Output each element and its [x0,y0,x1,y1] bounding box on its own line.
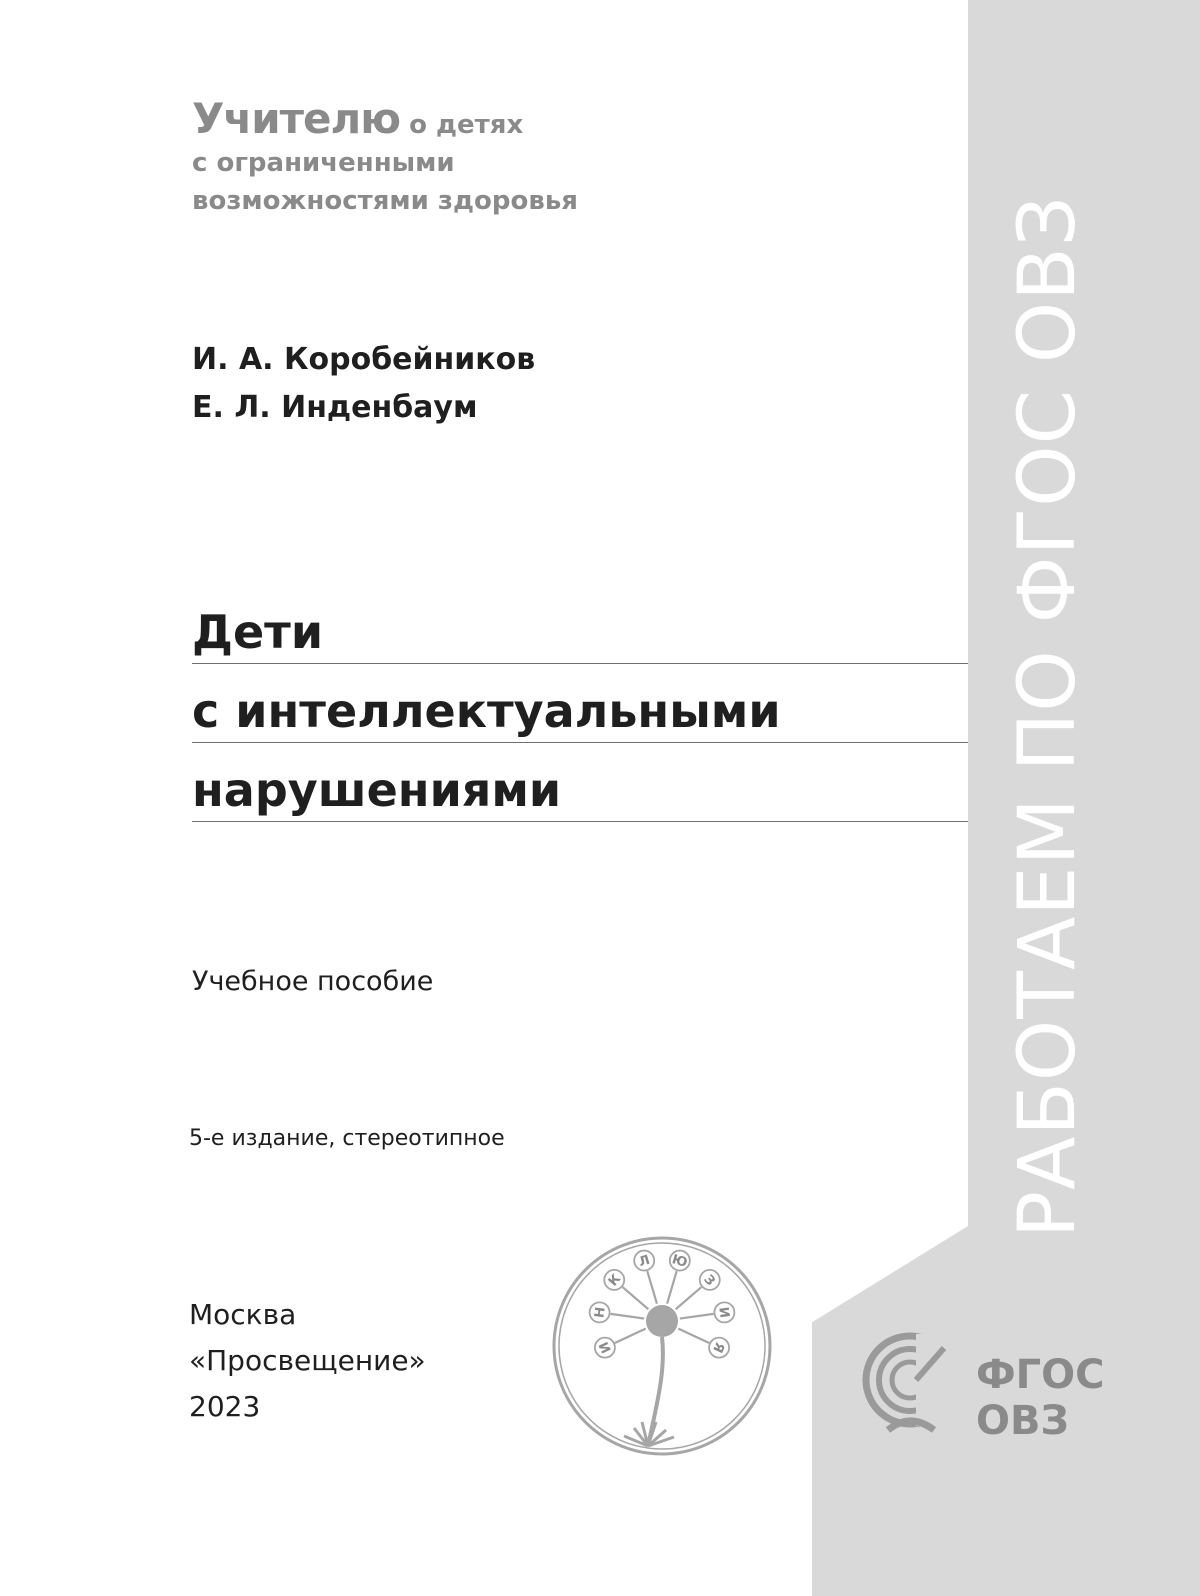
imprint-year: 2023 [189,1390,261,1423]
imprint-city: Москва [189,1298,297,1331]
emblem-line-1: ФГОС [976,1352,1105,1398]
dandelion-seed-letter: Л [637,1252,652,1271]
emblem-line-2: ОВЗ [976,1398,1069,1444]
dandelion-ray [610,1314,644,1319]
fgos-ovz-emblem-icon [858,1326,1108,1450]
dandelion-seed-letter: И [596,1339,615,1356]
book-type: Учебное пособие [192,966,434,997]
series-line-3: возможностями здоровья [192,186,578,216]
book-title [192,585,968,822]
series-rest: о детях [409,110,524,140]
edition-note: 5-е издание, стереотипное [189,1126,505,1151]
dandelion-ray [647,1271,657,1304]
series-line-2: с ограниченными [192,148,455,178]
series-header [192,94,578,220]
dandelion-ray [678,1329,709,1343]
vertical-slogan: РАБОТАЕМ ПО ФГОС ОВЗ [1003,195,1093,1238]
title-line-2: с интеллектуальными [192,684,781,738]
authors [192,336,535,432]
dandelion-ray [676,1287,702,1309]
dandelion-ray [667,1271,677,1304]
author-2: Е. Л. Инденбаум [192,390,478,425]
title-line-3: нарушениями [192,763,562,817]
dandelion-center [646,1305,678,1337]
dandelion-seed-letter: И [715,1306,732,1319]
dandelion-seed-letter: З [700,1272,718,1289]
title-line-1: Дети [192,605,324,659]
dandelion-ray [615,1329,646,1343]
author-1: И. А. Коробейников [192,342,536,377]
title-rule-3 [192,821,968,822]
imprint [189,1292,426,1430]
series-lead: Учителю [192,94,401,143]
dandelion-logo-icon [548,1232,776,1460]
imprint-publisher: «Просвещение» [189,1344,426,1377]
dandelion-seed-letter: Я [709,1339,728,1355]
dandelion-ray [623,1287,649,1309]
dandelion-seed-letter: К [605,1271,625,1290]
dandelion-ray [680,1314,714,1319]
dandelion-seed-letter: Ю [670,1252,689,1271]
dandelion-seed-letter: Н [592,1306,609,1319]
